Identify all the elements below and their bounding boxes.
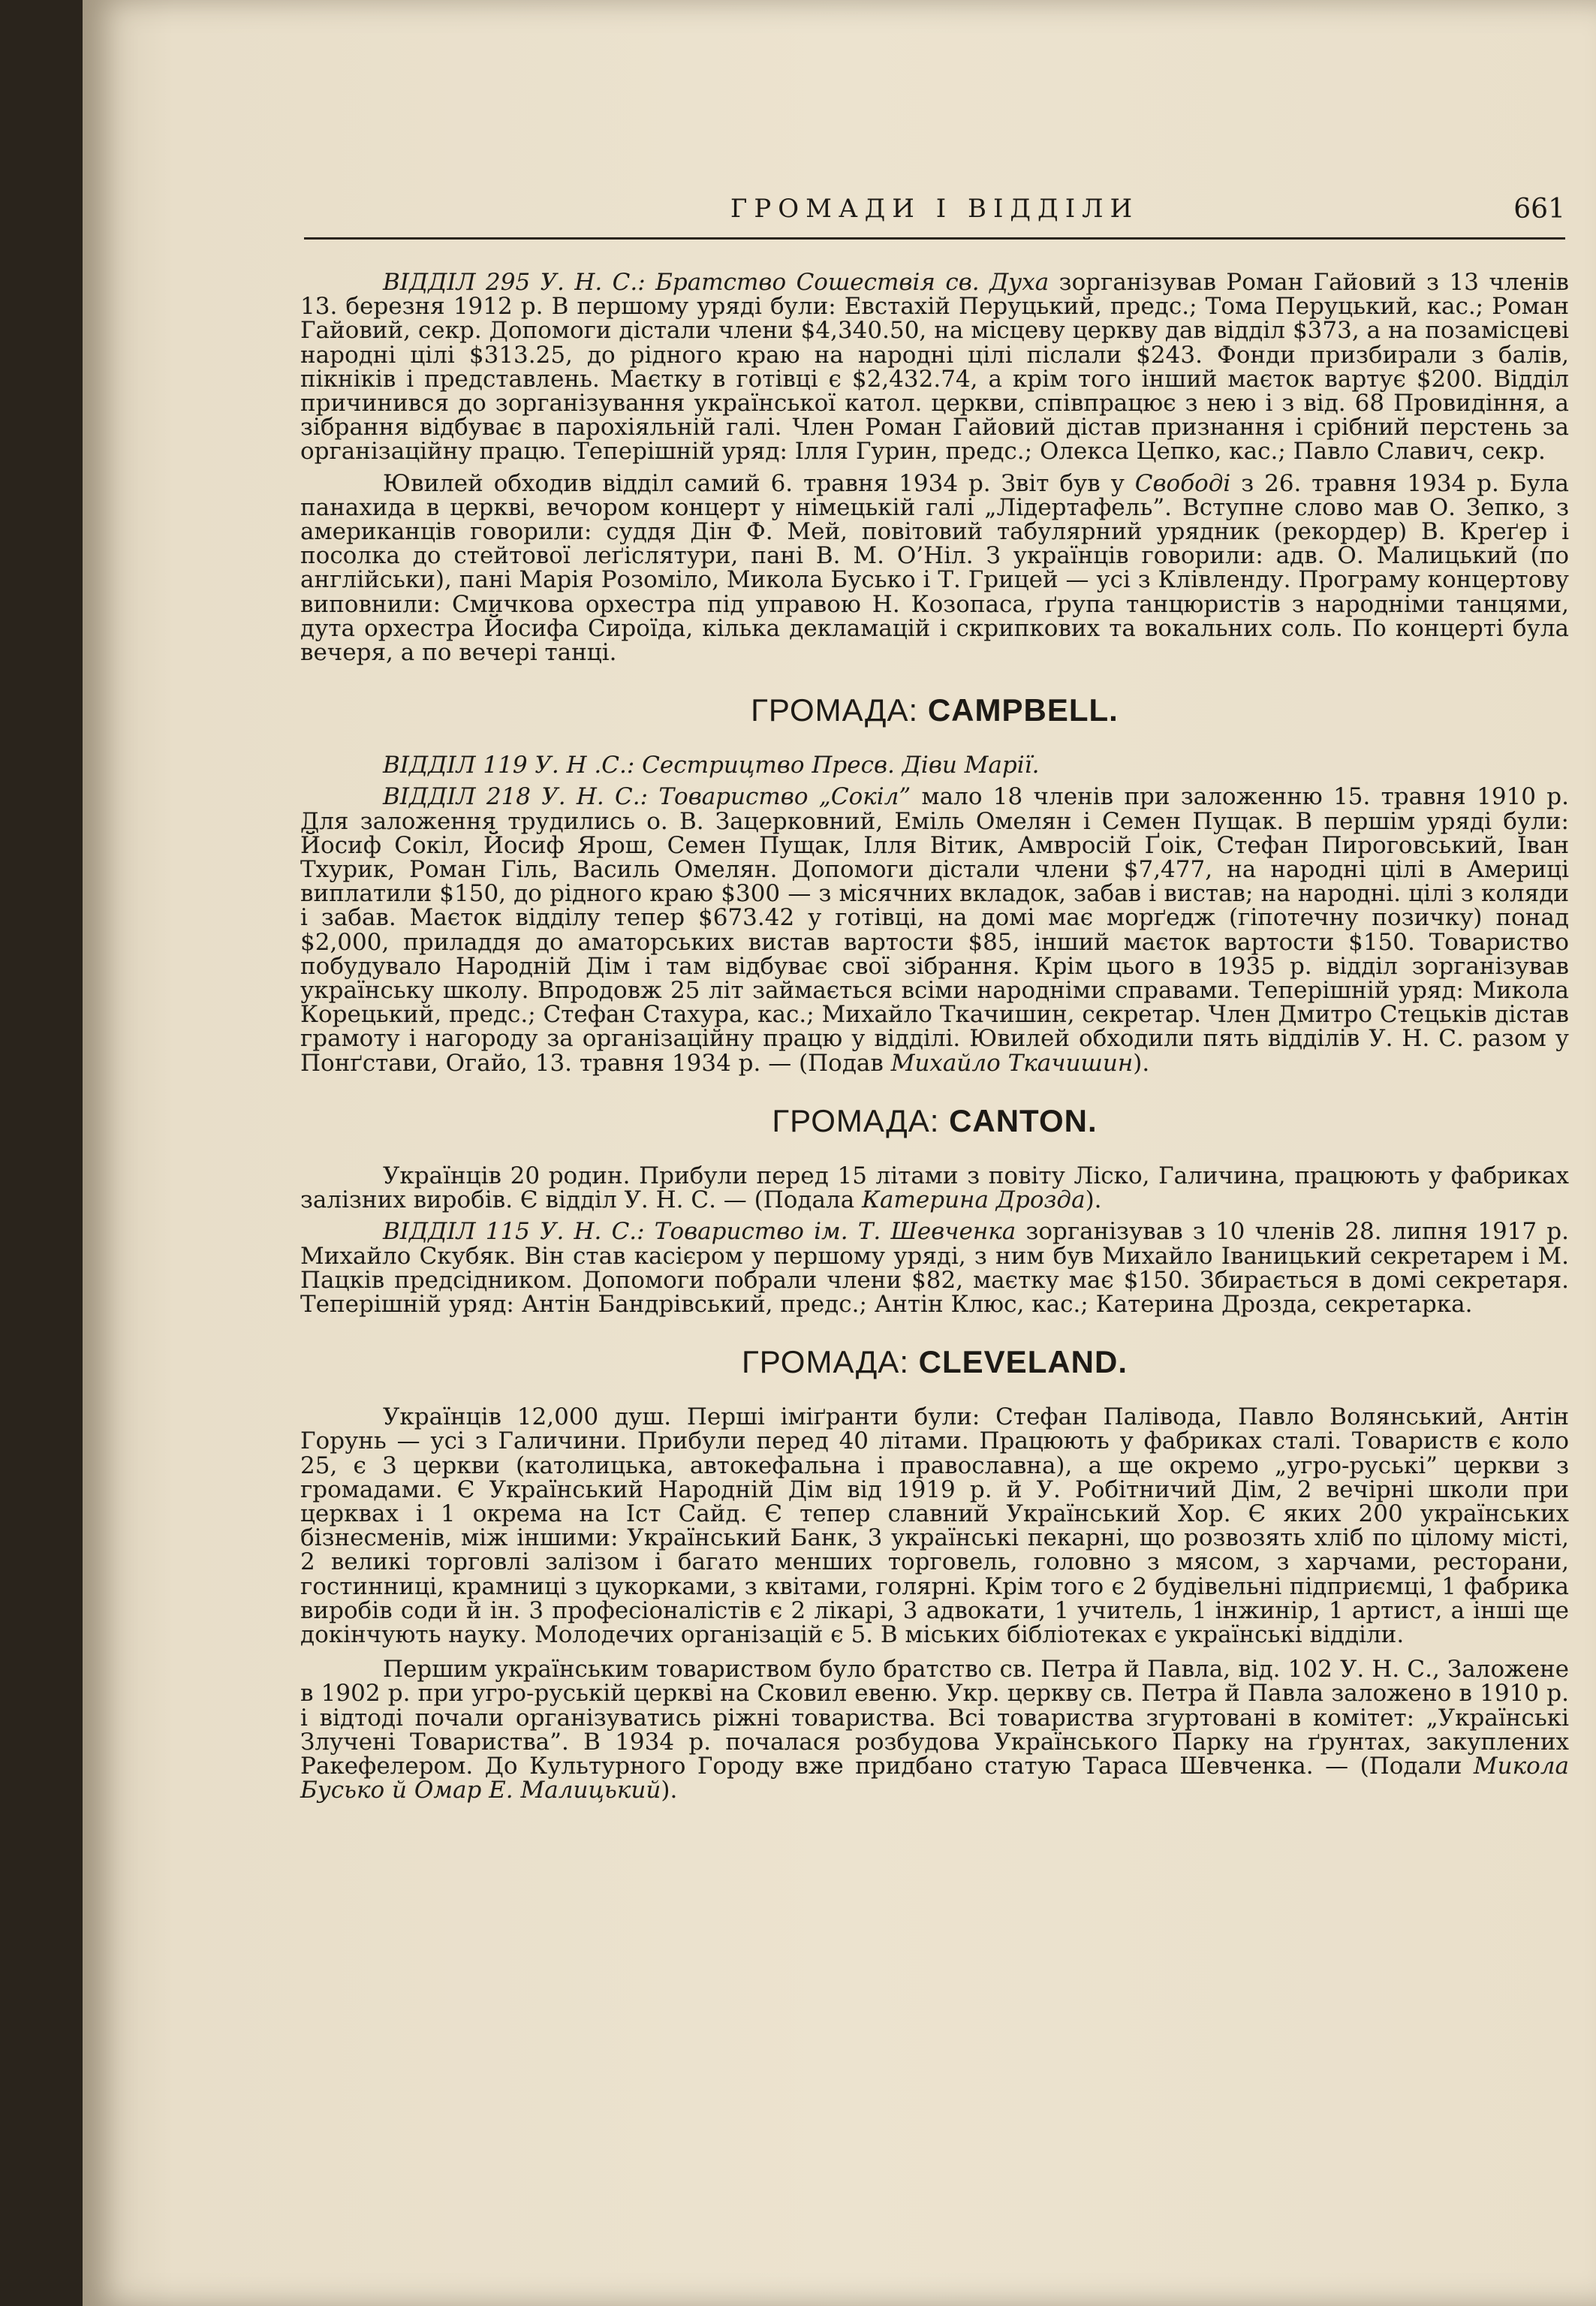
paragraph-lead: ВІДДІЛ 115 У. Н. С.: Товариство ім. Т. Шевченка xyxy=(383,1218,1016,1246)
paragraph-viddil-115 xyxy=(300,1219,1569,1316)
section-heading-canton xyxy=(300,1102,1569,1138)
heading-place: CANTON. xyxy=(949,1102,1098,1138)
paragraph-text: зорганізував Роман Гайовий з 13 членів 13. березня 1912 р. В першому уряді були: Евстахій Перуцький, предс.; Тома Перуцький, кас.; Роман Гайовий, секр. Допомоги дістали члени $4,340.50, на місцеву церкву дав відділ $373, а на позамісцеві народні цілі $313.25, до рідного краю на народні цілі післали $243. Фонди призбирали з балів, пікніків і представлень. Маєтку в готівці є $2,432.74, а крім того інший маєток вартує $200. Відділ причинився до зорганізування української катол. церкви, співпрацює з нею і з від. 68 Провидіння, а зібрання відбуває в парохіяльній галі. Член Роман Гайовий дістав признання і срібний перстень за організаційну працю. Теперішній уряд: Ілля Гурин, предс.; Олекса Цепко, кас.; Павло Славич, секр. xyxy=(300,269,1569,466)
heading-place: CLEVELAND. xyxy=(918,1344,1128,1380)
paragraph-end: ). xyxy=(1133,1049,1150,1077)
newspaper-name: Свободі xyxy=(1134,469,1231,497)
running-head: ГРОМАДИ І ВІДДІЛИ xyxy=(730,194,1140,224)
paragraph-end: ). xyxy=(1085,1186,1102,1214)
paragraph-text: з 26. травня 1934 р. Була панахида в церкві, вечором концерт у німецькій галі „Лідертафель”. Вступне слово мав О. Зепко, з американців говорили: суддя Дін Ф. Мей, повітовий табулярний урядник (рекордер) В. Креґер і посолка до стейтової леґіслятури, пані В. М. О’Ніл. З українців говорили: адв. О. Малицький (по англійськи), пані Марія Розоміло, Микола Бусько і Т. Грицей — усі з Клівленду. Програму концертову виповнили: Смичкова орхестра під управою Н. Козопаса, ґрупа танцюристів з народніми танцями, дута орхестра Йосифа Сироїда, кілька декламацій і скрипкових та вокальних соль. По концерті була вечеря, а по вечері танці. xyxy=(300,469,1569,667)
heading-prefix: ГРОМАДА: xyxy=(772,1102,950,1138)
paragraph-viddil-119 xyxy=(300,753,1569,777)
author-signature: Михайло Ткачишин xyxy=(890,1049,1134,1077)
paragraph-end: ). xyxy=(661,1777,678,1804)
paragraph-text: зорганізував з 10 членів 28. липня 1917 р. Михайло Скубяк. Він став касієром у першому уряді, з ним був Михайло Іваницький секретарем і М. Пацків предсідником. Допомоги побрали члени $82, маєтку має $150. Збирається в домі секретаря. Теперішній уряд: Антін Бандрівський, предс.; Антін Клюс, кас.; Катерина Дрозда, секретарка. xyxy=(300,1218,1569,1318)
author-signature: Катерина Дрозда xyxy=(862,1186,1086,1214)
paragraph-lead: ВІДДІЛ 218 У. Н. С.: Товариство „Сокіл” xyxy=(383,783,911,811)
book-page xyxy=(83,0,1596,2306)
paragraph-text: Першим українським товариством було братство св. Петра й Павла, від. 102 У. Н. С., Заложене в 1902 р. при угро-руській церкві на Сковил евеню. Укр. церкву св. Петра й Павла заложено в 1910 р. і відтоді почали організуватись ріжні товариства. Всі товариства згуртовані в комітет: „Українські Злучені Товариства”. В 1934 р. почалася розбудова Українського Парку на ґрунтах, закуплених Ракефелером. До Культурного Городу вже придбано статую Тараса Шевченка. — (Подали xyxy=(300,1656,1569,1780)
heading-prefix: ГРОМАДА: xyxy=(741,1344,919,1380)
paragraph-lead: ВІДДІЛ 119 У. Н .С.: Сестрицтво Пресв. Діви Марії. xyxy=(383,752,1040,779)
paragraph-canton-intro xyxy=(300,1164,1569,1212)
author-signature: Микола Бусько й Омар Е. Малицький xyxy=(300,1752,1569,1804)
page-header xyxy=(304,194,1565,240)
page-number: 661 xyxy=(1513,194,1565,225)
paragraph-text: мало 18 членів при заложенню 15. травня 1910 р. Для заложення трудились о. В. Зацерковний, Еміль Омелян і Семен Пущак. В першім уряді були: Йосиф Сокіл, Йосиф Ярош, Семен Пущак, Ілля Вітик, Амвросій Ґоік, Стефан Пироговський, Іван Тхурик, Роман Гіль, Василь Омелян. Допомоги дістали члени $7,477, на народні цілі в Америці виплатили $150, до рідного краю $300 — з місячних вкладок, забав і вистав; на народні. цілі з коляди і забав. Маєток відділу тепер $673.42 у готівці, на домі має морґедж (гіпотечну позичку) понад $2,000, приладдя до аматорських вистав вартости $85, інший маєток вартости $150. Товариство побудувало Народній Дім і там відбуває свої зібрання. Крім цього в 1935 р. відділ зорганізував українську школу. Впродовж 25 літ займається всіми народніми справами. Теперішній уряд: Микола Корецький, предс.; Стефан Стахура, кас.; Михайло Ткачишин, секретар. Член Дмитро Стецьків дістав грамоту і нагороду за організаційну працю у відділі. Ювилей обходили пять відділів У. Н. С. разом у Понґстави, Огайо, 13. травня 1934 р. — (Подав xyxy=(300,783,1569,1077)
paragraph-text: Ювилей обходив відділ самий 6. травня 1934 р. Звіт був у xyxy=(383,469,1135,497)
paragraph-cleveland-intro xyxy=(300,1405,1569,1647)
paragraph-cleveland-societies xyxy=(300,1657,1569,1802)
heading-place: CAMPBELL. xyxy=(927,692,1119,728)
page-content xyxy=(300,270,1569,1802)
paragraph-text: Українців 20 родин. Прибули перед 15 літами з повіту Ліско, Галичина, працюють у фабриках залізних виробів. Є відділ У. Н. С. — (Подала xyxy=(300,1162,1569,1214)
section-heading-cleveland xyxy=(300,1346,1569,1378)
heading-prefix: ГРОМАДА: xyxy=(751,692,928,728)
paragraph-viddil-295 xyxy=(300,270,1569,464)
paragraph-jubilee xyxy=(300,469,1569,667)
section-heading-campbell xyxy=(300,692,1569,728)
paragraph-viddil-218 xyxy=(300,785,1569,1075)
paragraph-text: Українців 12,000 душ. Перші іміґранти були: Стефан Палівода, Павло Волянський, Антін Горунь — усі з Галичини. Прибули перед 40 літами. Працюють у фабриках сталі. Товариств є коло 25, є 3 церкви (католицька, автокефальна і православна), а ще окремо „угро-руські” церкви з громадами. Є Український Народній Дім від 1919 р. й У. Робітничий Дім, 2 вечірні школи при церквах і 1 окрема на Іст Сайд. Є тепер славний Український Хор. Є яких 200 українських бізнесменів, між іншими: Український Банк, 3 українські пекарні, що розвозять хліб по цілому місті, 2 великі торговлі залізом і багато менших торговель, головно з мясом, з харчами, ресторани, гостинниці, крамниці з цукорками, з квітами, голярні. Крім того є 2 будівельні підприємці, 1 фабрика виробів соди й ін. 3 професіоналістів є 2 лікарі, 3 адвокати, 1 учитель, 1 інжинір, 1 артист, а інші ще докінчують науку. Молодечих організацій є 5. В міських бібліотеках є українські відділи. xyxy=(300,1403,1569,1648)
paragraph-lead: ВІДДІЛ 295 У. Н. С.: Братство Сошествія св. Духа xyxy=(383,269,1049,296)
